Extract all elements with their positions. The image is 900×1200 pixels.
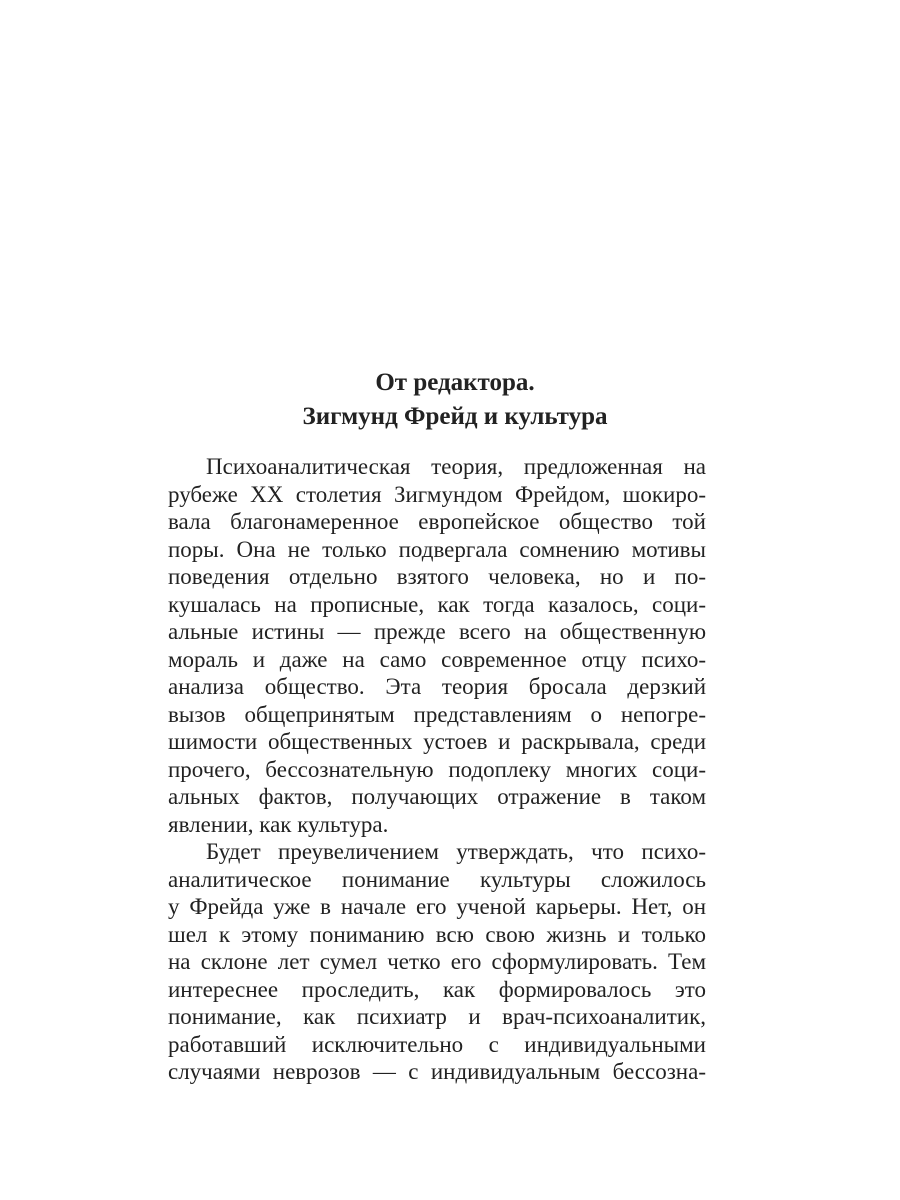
text-line: поры. Она не только подвергала сомнению мотивы	[168, 536, 706, 562]
text-line: вызов общепринятым представлениям о непогре-	[168, 701, 706, 727]
text-line: альных фактов, получающих отражение в таком	[168, 784, 706, 809]
text-line: альные истины — прежде всего на общественную	[168, 619, 706, 644]
body-text	[168, 453, 706, 1086]
text-line: случаями неврозов — с индивидуальным бессозна-	[168, 1059, 706, 1084]
text-line: шимости общественных устоев и раскрывала, среди	[168, 729, 706, 754]
text-line: понимание, как психиатр и врач-психоаналитик,	[168, 1004, 706, 1029]
text-line: кушалась на прописные, как тогда казалось, соци-	[168, 591, 706, 617]
text-line: рубеже XX столетия Зигмундом Фрейдом, шокиро-	[168, 481, 706, 507]
text-line: аналитическое понимание культуры сложилось	[168, 866, 706, 892]
chapter-heading	[160, 366, 750, 434]
text-line: анализа общество. Эта теория бросала дерзкий	[168, 674, 706, 699]
text-line: вала благонамеренное европейское общество той	[168, 509, 706, 534]
heading-line-1: От редактора.	[375, 369, 535, 396]
text-line: мораль и даже на само современное отцу психо-	[168, 646, 706, 672]
heading-line-2: Зигмунд Фрейд и культура	[302, 403, 608, 430]
text-line: на склоне лет сумел четко его сформулировать. Тем	[168, 949, 706, 974]
text-line: шел к этому пониманию всю свою жизнь и только	[168, 921, 706, 947]
text-line: интереснее проследить, как формировалось это	[168, 976, 706, 1002]
text-line: Будет преувеличением утверждать, что психо-	[206, 839, 706, 864]
text-line: поведения отдельно взятого человека, но и по-	[168, 564, 706, 589]
text-line: у Фрейда уже в начале его ученой карьеры. Нет, он	[168, 894, 706, 919]
text-line: Психоаналитическая теория, предложенная на	[206, 454, 706, 479]
text-line: работавший исключительно с индивидуальными	[168, 1031, 706, 1057]
text-line: прочего, бессознательную подоплеку многих соци-	[168, 756, 706, 782]
text-line: явлении, как культура.	[168, 811, 389, 837]
